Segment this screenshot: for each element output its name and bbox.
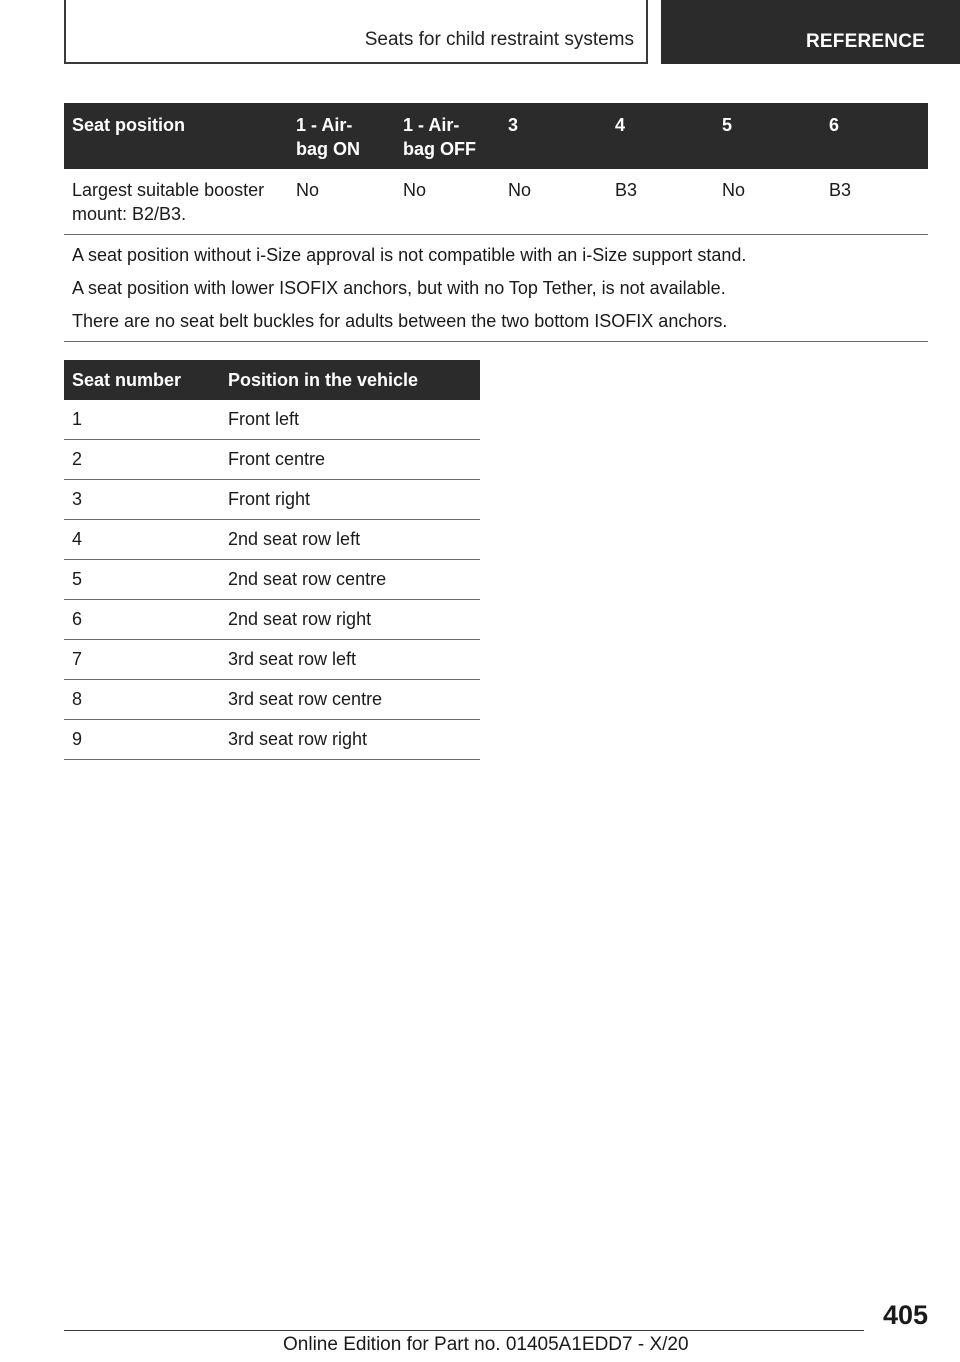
header-seat-1-airbag-off: 1 - Air- bag OFF [395, 103, 500, 169]
table-cell: No [714, 169, 821, 235]
header-seat-3: 3 [500, 103, 607, 169]
table-cell: B3 [607, 169, 714, 235]
note-text: A seat position without i-Size approval is not compatible with an i-Size support stand. [72, 245, 747, 265]
header-seat-position: Seat position [64, 103, 288, 169]
table-cell: No [395, 169, 500, 235]
seat-number-cell: 3 [64, 480, 220, 520]
note-text: There are no seat belt buckles for adults between the two bottom ISOFIX anchors. [72, 311, 728, 331]
table-cell: B3 [821, 169, 928, 235]
table-row [64, 480, 480, 520]
seat-number-cell: 2 [64, 440, 220, 480]
seat-position-cell: 2nd seat row centre [220, 560, 480, 600]
header-seat-1-airbag-on: 1 - Air- bag ON [288, 103, 395, 169]
header-seat-6: 6 [821, 103, 928, 169]
seat-number-cell: 1 [64, 400, 220, 440]
reference-badge: REFERENCE [806, 31, 925, 52]
seat-number-table [64, 360, 480, 760]
seat-position-cell: Front right [220, 480, 480, 520]
booster-mount-table [64, 103, 928, 342]
page-number: 405 [882, 1300, 928, 1330]
table-notes-row [64, 235, 928, 342]
table-row [64, 640, 480, 680]
seat-position-cell: 2nd seat row right [220, 600, 480, 640]
header-seat-4: 4 [607, 103, 714, 169]
note-text: A seat position with lower ISOFIX anchors, but with no Top Tether, is not available. [72, 278, 726, 298]
seat-number-cell: 8 [64, 680, 220, 720]
table-row [64, 520, 480, 560]
header-seat-number: Seat number [64, 360, 220, 400]
table-row [64, 440, 480, 480]
header-seat-5: 5 [714, 103, 821, 169]
table-row [64, 680, 480, 720]
row-label: Largest suitable booster mount: B2/B3. [64, 169, 288, 235]
header-position-in-vehicle: Position in the vehicle [220, 360, 480, 400]
table-notes [64, 235, 928, 342]
table-row [64, 720, 480, 760]
footer-edition-link[interactable]: Online Edition for Part no. 01405A1EDD7 - X/20 [283, 1334, 689, 1355]
seat-position-cell: 3rd seat row right [220, 720, 480, 760]
table-row [64, 400, 480, 440]
footer-divider [64, 1330, 864, 1331]
seat-position-cell: Front left [220, 400, 480, 440]
seat-position-cell: 2nd seat row left [220, 520, 480, 560]
page-section-title: Seats for child restraint systems [364, 29, 634, 50]
seat-number-cell: 4 [64, 520, 220, 560]
seat-number-cell: 9 [64, 720, 220, 760]
seat-position-cell: 3rd seat row centre [220, 680, 480, 720]
header-badge-box [661, 0, 960, 64]
table-row [64, 169, 928, 235]
table-cell: No [500, 169, 607, 235]
table-row [64, 600, 480, 640]
table-header-row [64, 103, 928, 169]
seat-position-cell: Front centre [220, 440, 480, 480]
seat-number-cell: 6 [64, 600, 220, 640]
seat-number-cell: 7 [64, 640, 220, 680]
seat-number-cell: 5 [64, 560, 220, 600]
header-title-box [64, 0, 648, 64]
seat-position-cell: 3rd seat row left [220, 640, 480, 680]
table-row [64, 560, 480, 600]
table-header-row [64, 360, 480, 400]
table-cell: No [288, 169, 395, 235]
